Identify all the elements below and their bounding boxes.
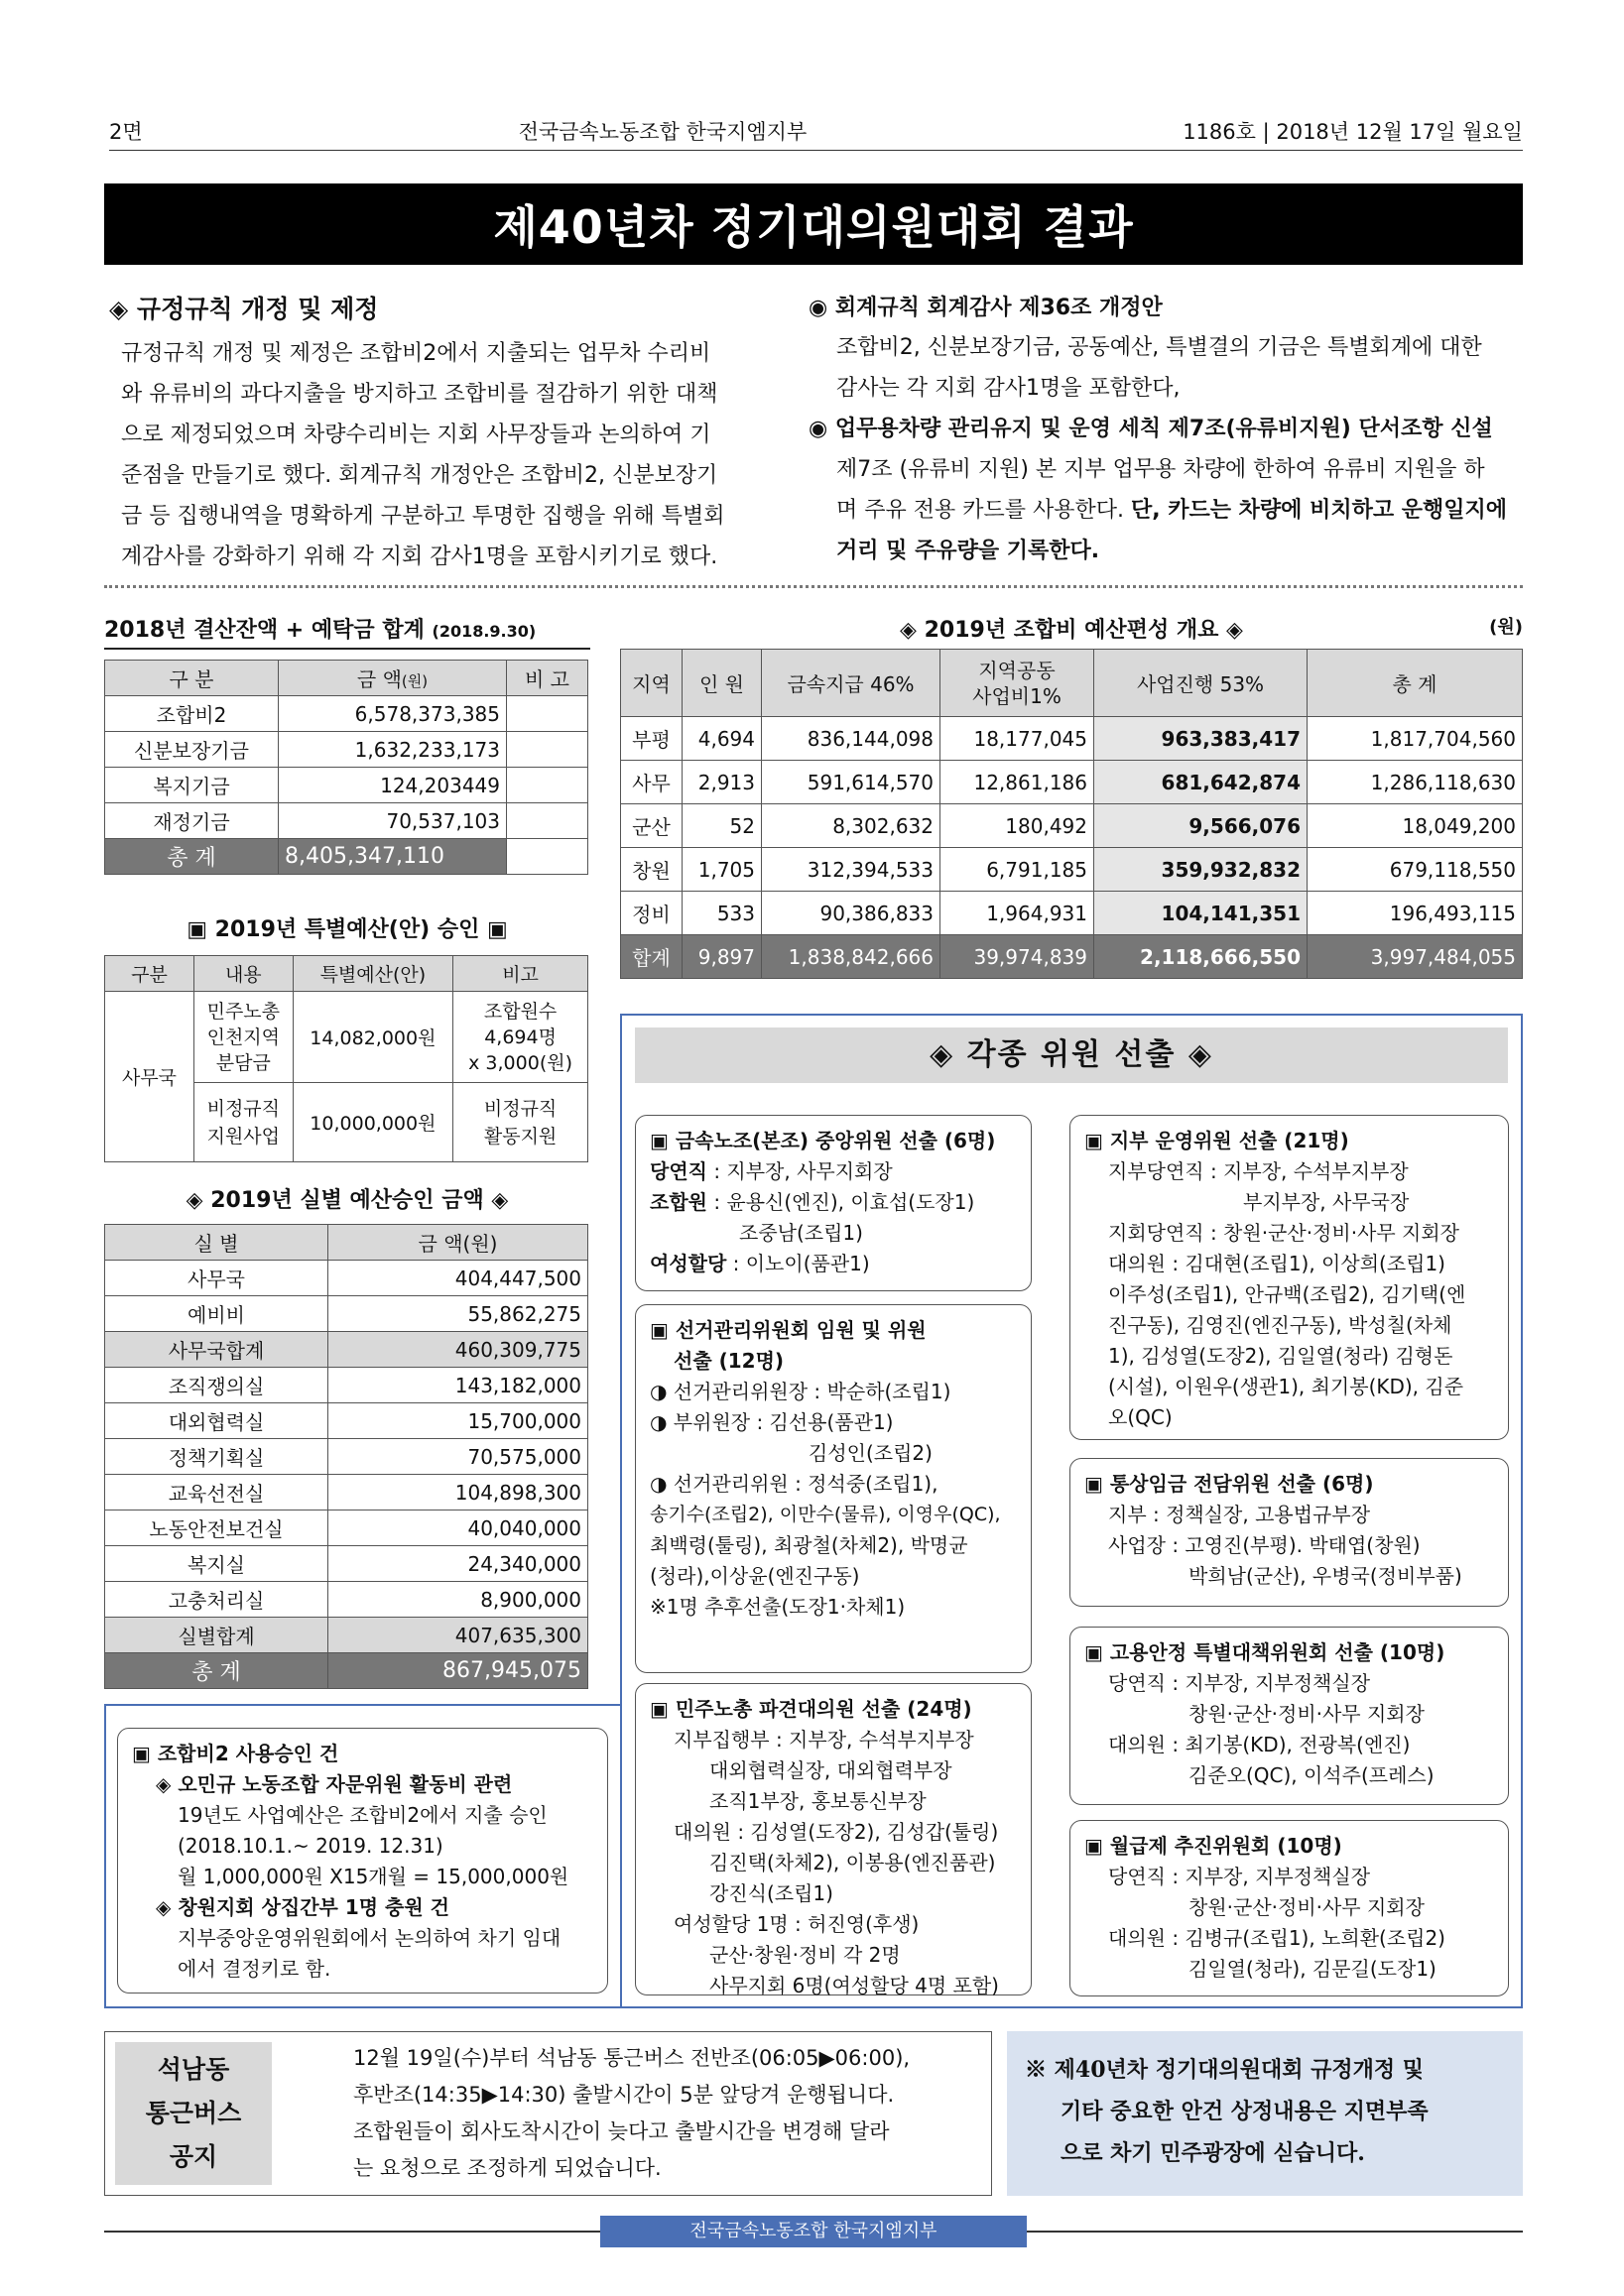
regulation-body (109, 333, 764, 577)
box-line: 여성할당 : 이노이(품관1) (650, 1252, 870, 1275)
cell: 1,817,704,560 (1308, 717, 1523, 761)
cell: 39,974,839 (940, 935, 1094, 979)
bus-notice (104, 2031, 992, 2196)
cell (507, 803, 588, 839)
accounting-section (809, 290, 1523, 571)
cell: 고충처리실 (105, 1582, 328, 1618)
cell: 404,447,500 (328, 1261, 588, 1296)
footer-org: 전국금속노동조합 한국지엠지부 (600, 2216, 1027, 2247)
notice-line: 조합원들이 회사도착시간이 늦다고 출발시간을 변경해 달라 (353, 2119, 890, 2143)
box-line: ◑ 선거관리위원 : 정석중(조립1), (650, 1472, 938, 1496)
box-title: 선출 (12명) (674, 1349, 785, 1373)
note-line: 으로 차기 민주광장에 싣습니다. (1061, 2140, 1365, 2166)
cell: 407,635,300 (328, 1618, 588, 1653)
box-line: ◑ 부위원장 : 김선용(품관1) (650, 1410, 894, 1434)
box-line: 당연직 : 지부장, 지부정책실장 (1108, 1865, 1371, 1888)
body-line: 규정규칙 개정 및 제정은 조합비2에서 지출되는 업무차 수리비 (121, 341, 711, 366)
cell: 비정규직 활동지원 (453, 1083, 588, 1162)
col-header: 비고 (453, 956, 588, 992)
cell: 조합원수 4,694명 x 3,000(원) (453, 992, 588, 1083)
box-title: ▣ 금속노조(본조) 중앙위원 선출 (6명) (650, 1129, 996, 1152)
box-title: ▣ 민주노총 파견대의원 선출 (24명) (650, 1697, 972, 1721)
box-line: 1), 김성열(도장2), 김일열(청라) 김형돈 (1108, 1344, 1453, 1368)
cell: 359,932,832 (1094, 848, 1308, 892)
cell: 조직쟁의실 (105, 1368, 328, 1403)
cell: 군산 (621, 804, 683, 848)
dept-budget-table (104, 1224, 588, 1689)
box-line: 여성할당 1명 : 허진영(후생) (674, 1912, 920, 1936)
special-budget-block (104, 912, 590, 1162)
cell: 부평 (621, 717, 683, 761)
divider (104, 585, 1523, 588)
box-line: 대외협력실장, 대외협력부장 (709, 1758, 952, 1782)
total-row (105, 839, 588, 875)
cell: 2,913 (683, 761, 762, 804)
table-row (621, 761, 1523, 804)
body-line: 조합비2, 신분보장기금, 공동예산, 특별결의 기금은 특별회계에 대한 (836, 335, 1482, 360)
approval-subheading: ◈ 창원지회 상집간부 1명 충원 건 (156, 1895, 449, 1919)
cell: 533 (683, 892, 762, 935)
table-row (105, 1368, 588, 1403)
col-header: 금 액(원) (328, 1225, 588, 1261)
notice-line: 는 요청으로 조정하게 되었습니다. (353, 2156, 662, 2180)
notice-body (353, 2040, 988, 2187)
table-row (621, 804, 1523, 848)
notice-line: 12월 19일(수)부터 석남동 통근버스 전반조(06:05▶06:00), (353, 2046, 911, 2070)
committee-title: ◈ 각종 위원 선출 ◈ (635, 1027, 1508, 1083)
cell: 679,118,550 (1308, 848, 1523, 892)
cell (507, 768, 588, 803)
cell: 18,177,045 (940, 717, 1094, 761)
cell: 963,383,417 (1094, 717, 1308, 761)
box-title: ▣ 지부 운영위원 선출 (21명) (1084, 1129, 1349, 1152)
cell: 312,394,533 (762, 848, 940, 892)
col-header: 비 고 (507, 661, 588, 696)
settlement-block (104, 613, 590, 875)
cell: 정비 (621, 892, 683, 935)
col-header: 인 원 (683, 650, 762, 717)
special-table (104, 955, 588, 1162)
cell: 867,945,075 (328, 1653, 588, 1689)
box-title: ▣ 고용안정 특별대책위원회 선출 (10명) (1084, 1640, 1445, 1664)
cell: 창원 (621, 848, 683, 892)
steering-committee-box (1069, 1115, 1509, 1440)
body-line: 거리 및 주유량을 기록한다. (836, 539, 1100, 563)
line-value: 이노이(품관1) (745, 1252, 870, 1275)
issue-date: 1186호 | 2018년 12월 17일 월요일 (1183, 119, 1523, 144)
cell: 복지실 (105, 1546, 328, 1582)
cell: 신분보장기금 (105, 732, 279, 768)
settlement-title-text: 2018년 결산잔액 + 예탁금 합계 (104, 618, 425, 643)
body-line (836, 490, 1523, 531)
box-line: 진구동), 김영진(엔진구동), 박성칠(차체 (1108, 1313, 1452, 1337)
union-budget-block (620, 613, 1523, 979)
cell: 196,493,115 (1308, 892, 1523, 935)
salary-committee-box (1069, 1820, 1509, 1996)
header-org: 전국금속노동조합 한국지엠지부 (518, 119, 808, 144)
col-header: 총 계 (1308, 650, 1523, 717)
cell (507, 839, 588, 875)
table-row (105, 1582, 588, 1618)
box-line: 지부집행부 : 지부장, 수석부지부장 (674, 1728, 974, 1752)
col-header: 구 분 (105, 661, 279, 696)
notice-label (115, 2042, 272, 2185)
box-line: 이주성(조립1), 안규백(조립2), 김기택(엔 (1108, 1282, 1466, 1306)
table-row (621, 848, 1523, 892)
cell: 180,492 (940, 804, 1094, 848)
cell: 124,203449 (279, 768, 507, 803)
cell (507, 696, 588, 732)
box-title: ▣ 통상임금 전담위원 선출 (6명) (1084, 1472, 1374, 1496)
col-header (279, 661, 507, 696)
body-bold-text: 단, 카드는 차량에 비치하고 운행일지에 (1130, 498, 1508, 523)
special-title: ▣ 2019년 특별예산(안) 승인 ▣ (187, 917, 508, 942)
box-line: (2018.10.1.~ 2019. 12.31) (178, 1834, 443, 1858)
regulation-section (109, 290, 764, 577)
cell: 70,575,000 (328, 1439, 588, 1475)
cell: 104,898,300 (328, 1475, 588, 1511)
box-line: 강진식(조립1) (709, 1881, 833, 1905)
line-label: 조합원 (650, 1190, 707, 1214)
box-line: 조합원 : 윤용신(엔진), 이효섭(도장1) (650, 1190, 975, 1214)
cell: 18,049,200 (1308, 804, 1523, 848)
cell: 10,000,000원 (293, 1083, 453, 1162)
cell: 합계 (621, 935, 683, 979)
cell: 6,578,373,385 (279, 696, 507, 732)
cell: 사무 (621, 761, 683, 804)
table-row (105, 1475, 588, 1511)
col-header: 실 별 (105, 1225, 328, 1261)
wage-committee-box (1069, 1458, 1509, 1607)
line-value: 지부장, 사무지회장 (726, 1159, 893, 1183)
body-line: 감사는 각 지회 감사1명을 포함한다, (836, 376, 1181, 401)
vehicle-body (809, 449, 1523, 571)
box-line: 사무지회 6명(여성할당 4명 포함) (709, 1974, 999, 1997)
accounting-heading: ◉ 회계규칙 회계감사 제36조 개정안 (809, 296, 1163, 320)
box-line: 창원·군산·정비·사무 지회장 (1188, 1895, 1425, 1919)
box-line: 대의원 : 김대현(조립1), 이상희(조립1) (1108, 1252, 1445, 1275)
cell: 1,286,118,630 (1308, 761, 1523, 804)
table-row (105, 732, 588, 768)
table-row (105, 992, 588, 1083)
line-value: 윤용신(엔진), 이효섭(도장1) (726, 1190, 975, 1214)
cell: 1,705 (683, 848, 762, 892)
box-line: 창원·군산·정비·사무 지회장 (1188, 1702, 1425, 1726)
body-text: 며 주유 전용 카드를 사용한다. (836, 498, 1131, 523)
cell: 104,141,351 (1094, 892, 1308, 935)
box-line: 지부당연직 : 지부장, 수석부지부장 (1108, 1159, 1409, 1183)
approval-box (117, 1728, 608, 1994)
cell: 2,118,666,550 (1094, 935, 1308, 979)
box-line: 대의원 : 김성열(도장2), 김성갑(툴링) (674, 1820, 999, 1844)
box-line: 19년도 사업예산은 조합비2에서 지출 승인 (178, 1803, 548, 1827)
line-label: 여성할당 (650, 1252, 727, 1275)
box-line: 김성인(조립2) (809, 1441, 933, 1465)
box-line: 월 1,000,000원 X15개월 = 15,000,000원 (178, 1865, 569, 1888)
cell: 8,900,000 (328, 1582, 588, 1618)
cell: 143,182,000 (328, 1368, 588, 1403)
settlement-table (104, 660, 588, 875)
notice-label-line: 통근버스 (145, 2099, 242, 2127)
page-title: 제40년차 정기대의원대회 결과 (104, 183, 1523, 265)
cell: 정책기획실 (105, 1439, 328, 1475)
cell: 591,614,570 (762, 761, 940, 804)
body-line: 준점을 만들기로 했다. 회계규칙 개정안은 조합비2, 신분보장기 (121, 463, 718, 488)
note-line: 기타 중요한 안건 상정내용은 지면부족 (1061, 2099, 1429, 2124)
box-line: (청라),이상윤(엔진구동) (650, 1564, 860, 1588)
col-header: 내용 (194, 956, 294, 992)
cell: 1,964,931 (940, 892, 1094, 935)
body-line: 계감사를 강화하기 위해 각 지회 감사1명을 포함시키기로 했다. (121, 544, 718, 569)
dept-budget-title: ◈ 2019년 실별 예산승인 금액 ◈ (186, 1188, 509, 1213)
box-line: ◑ 선거관리위원장 : 박순하(조립1) (650, 1380, 951, 1403)
box-line: 당연직 : 지부장, 지부정책실장 (1108, 1671, 1371, 1695)
settlement-title (104, 613, 590, 650)
table-row (105, 1261, 588, 1296)
box-line: 부지부장, 사무국장 (1243, 1190, 1410, 1214)
cell: 12,861,186 (940, 761, 1094, 804)
cell: 460,309,775 (328, 1332, 588, 1368)
cell: 40,040,000 (328, 1511, 588, 1546)
box-line: (시설), 이원우(생관1), 최기봉(KD), 김준 (1108, 1375, 1464, 1398)
body-line: 으로 제정되었으며 차량수리비는 지회 사무장들과 논의하여 기 (121, 423, 711, 447)
box-line: 지부중앙운영위원회에서 논의하여 차기 임대 (178, 1926, 562, 1950)
cell: 대외협력실 (105, 1403, 328, 1439)
col-header: 금속지급 46% (762, 650, 940, 717)
box-line: 조중남(조립1) (739, 1221, 863, 1245)
col-header: 특별예산(안) (293, 956, 453, 992)
box-line: 송기수(조립2), 이만수(물류), 이영우(QC), (650, 1504, 1001, 1525)
total-row (105, 1653, 588, 1689)
cell: 비정규직 지원사업 (194, 1083, 294, 1162)
cell: 6,791,185 (940, 848, 1094, 892)
cell: 교육선전실 (105, 1475, 328, 1511)
cell: 3,997,484,055 (1308, 935, 1523, 979)
table-row (105, 1403, 588, 1439)
table-row (105, 1511, 588, 1546)
accounting-body (809, 327, 1523, 409)
note-line: ※ 제40년차 정기대의원대회 규정개정 및 (1025, 2057, 1425, 2083)
col-header-text: 금 액 (356, 667, 402, 691)
box-line: 군산·창원·정비 각 2명 (709, 1943, 901, 1967)
settlement-date: (2018.9.30) (432, 622, 537, 641)
page-number: 2면 (109, 119, 143, 144)
col-header-unit: (원) (401, 672, 429, 690)
cell: 70,537,103 (279, 803, 507, 839)
cell: 민주노총 인천지역 분담금 (194, 992, 294, 1083)
cell: 사무국 (105, 1261, 328, 1296)
page-header (109, 111, 1523, 151)
body-line: 와 유류비의 과다지출을 방지하고 조합비를 절감하기 위한 대책 (121, 382, 718, 407)
approval-subheading: ◈ 오민규 노동조합 자문위원 활동비 관련 (156, 1772, 513, 1796)
line-label: 당연직 (650, 1159, 707, 1183)
vehicle-heading: ◉ 업무용차량 관리유지 및 운영 세칙 제7조(유류비지원) 단서조항 신설 (809, 417, 1493, 441)
cell: 14,082,000원 (293, 992, 453, 1083)
box-title: ▣ 조합비2 사용승인 건 (132, 1742, 339, 1765)
cell: 836,144,098 (762, 717, 940, 761)
election-committee-box (635, 1304, 1032, 1673)
table-row (105, 1296, 588, 1332)
cell: 9,566,076 (1094, 804, 1308, 848)
cell: 8,405,347,110 (279, 839, 507, 875)
table-row (105, 803, 588, 839)
table-row (105, 696, 588, 732)
cell: 사무국합계 (105, 1332, 328, 1368)
col-header: 지역공동 사업비1% (940, 650, 1094, 717)
box-title: ▣ 선거관리위원회 임원 및 위원 (650, 1318, 927, 1342)
box-line: 지회당연직 : 창원·군산·정비·사무 지회장 (1108, 1221, 1460, 1245)
notice-label-line: 석남동 (157, 2055, 230, 2084)
notice-label-line: 공지 (169, 2142, 218, 2171)
box-line: 당연직 : 지부장, 사무지회장 (650, 1159, 893, 1183)
cell: 예비비 (105, 1296, 328, 1332)
cell: 52 (683, 804, 762, 848)
union-budget-unit: (원) (1489, 617, 1523, 638)
cell: 1,632,233,173 (279, 732, 507, 768)
cell: 681,642,874 (1094, 761, 1308, 804)
employment-committee-box (1069, 1627, 1509, 1805)
body-line: 제7조 (유류비 지원) 본 지부 업무용 차량에 한하여 유류비 지원을 하 (836, 457, 1485, 482)
cell: 15,700,000 (328, 1403, 588, 1439)
table-row (621, 717, 1523, 761)
cell: 재정기금 (105, 803, 279, 839)
table-row (621, 892, 1523, 935)
cell: 실별합계 (105, 1618, 328, 1653)
cell: 노동안전보건실 (105, 1511, 328, 1546)
table-row (105, 1332, 588, 1368)
cell: 8,302,632 (762, 804, 940, 848)
col-header: 사업진행 53% (1094, 650, 1308, 717)
union-budget-table (620, 649, 1523, 979)
box-line: 김준오(QC), 이석주(프레스) (1188, 1763, 1435, 1787)
cell (507, 732, 588, 768)
cell: 55,862,275 (328, 1296, 588, 1332)
table-row (105, 1618, 588, 1653)
central-committee-box (635, 1115, 1032, 1291)
box-line: 김일열(청라), 김문길(도장1) (1188, 1957, 1437, 1981)
box-line: 김진택(차체2), 이봉용(엔진품관) (709, 1851, 996, 1874)
table-row (105, 1546, 588, 1582)
box-line: 조직1부장, 홍보통신부장 (709, 1789, 927, 1813)
union-budget-heading (620, 613, 1523, 649)
kctu-delegate-box (635, 1683, 1032, 1995)
total-row (621, 935, 1523, 979)
box-line: 오(QC) (1108, 1405, 1173, 1429)
table-row (105, 1439, 588, 1475)
box-line: 최백령(툴링), 최광철(차체2), 박명균 (650, 1533, 968, 1557)
box-line: ※1명 추후선출(도장1·차체1) (650, 1595, 906, 1619)
table-row (105, 768, 588, 803)
cell: 9,897 (683, 935, 762, 979)
union-budget-title: ◈ 2019년 조합비 예산편성 개요 ◈ (900, 618, 1243, 643)
box-line: 지부 : 정책실장, 고용법규부장 (1108, 1503, 1371, 1526)
cell: 4,694 (683, 717, 762, 761)
box-line: 대의원 : 김병규(조립1), 노희환(조립2) (1108, 1926, 1445, 1950)
box-line: 에서 결정키로 함. (178, 1957, 331, 1981)
notice-line: 후반조(14:35▶14:30) 출발시간이 5분 앞당겨 운행됩니다. (353, 2083, 895, 2107)
regulation-heading: ◈ 규정규칙 개정 및 제정 (109, 295, 379, 323)
box-line: 사업장 : 고영진(부평). 박태엽(창원) (1108, 1533, 1421, 1557)
dept-budget-block (104, 1183, 590, 1689)
cell: 총 계 (105, 1653, 328, 1689)
box-title: ▣ 월급제 추진위원회 (10명) (1084, 1834, 1342, 1858)
cell: 1,838,842,666 (762, 935, 940, 979)
cell: 복지기금 (105, 768, 279, 803)
cell: 조합비2 (105, 696, 279, 732)
box-line: 박희남(군산), 우병국(정비부품) (1188, 1564, 1462, 1588)
col-header: 지역 (621, 650, 683, 717)
cell: 사무국 (105, 992, 194, 1162)
agenda-note (1007, 2031, 1523, 2196)
cell: 24,340,000 (328, 1546, 588, 1582)
body-line: 금 등 집행내역을 명확하게 구분하고 투명한 집행을 위해 특별회 (121, 504, 725, 529)
col-header: 구분 (105, 956, 194, 992)
cell: 총 계 (105, 839, 279, 875)
cell: 90,386,833 (762, 892, 940, 935)
box-line: 대의원 : 최기봉(KD), 전광복(엔진) (1108, 1733, 1411, 1756)
